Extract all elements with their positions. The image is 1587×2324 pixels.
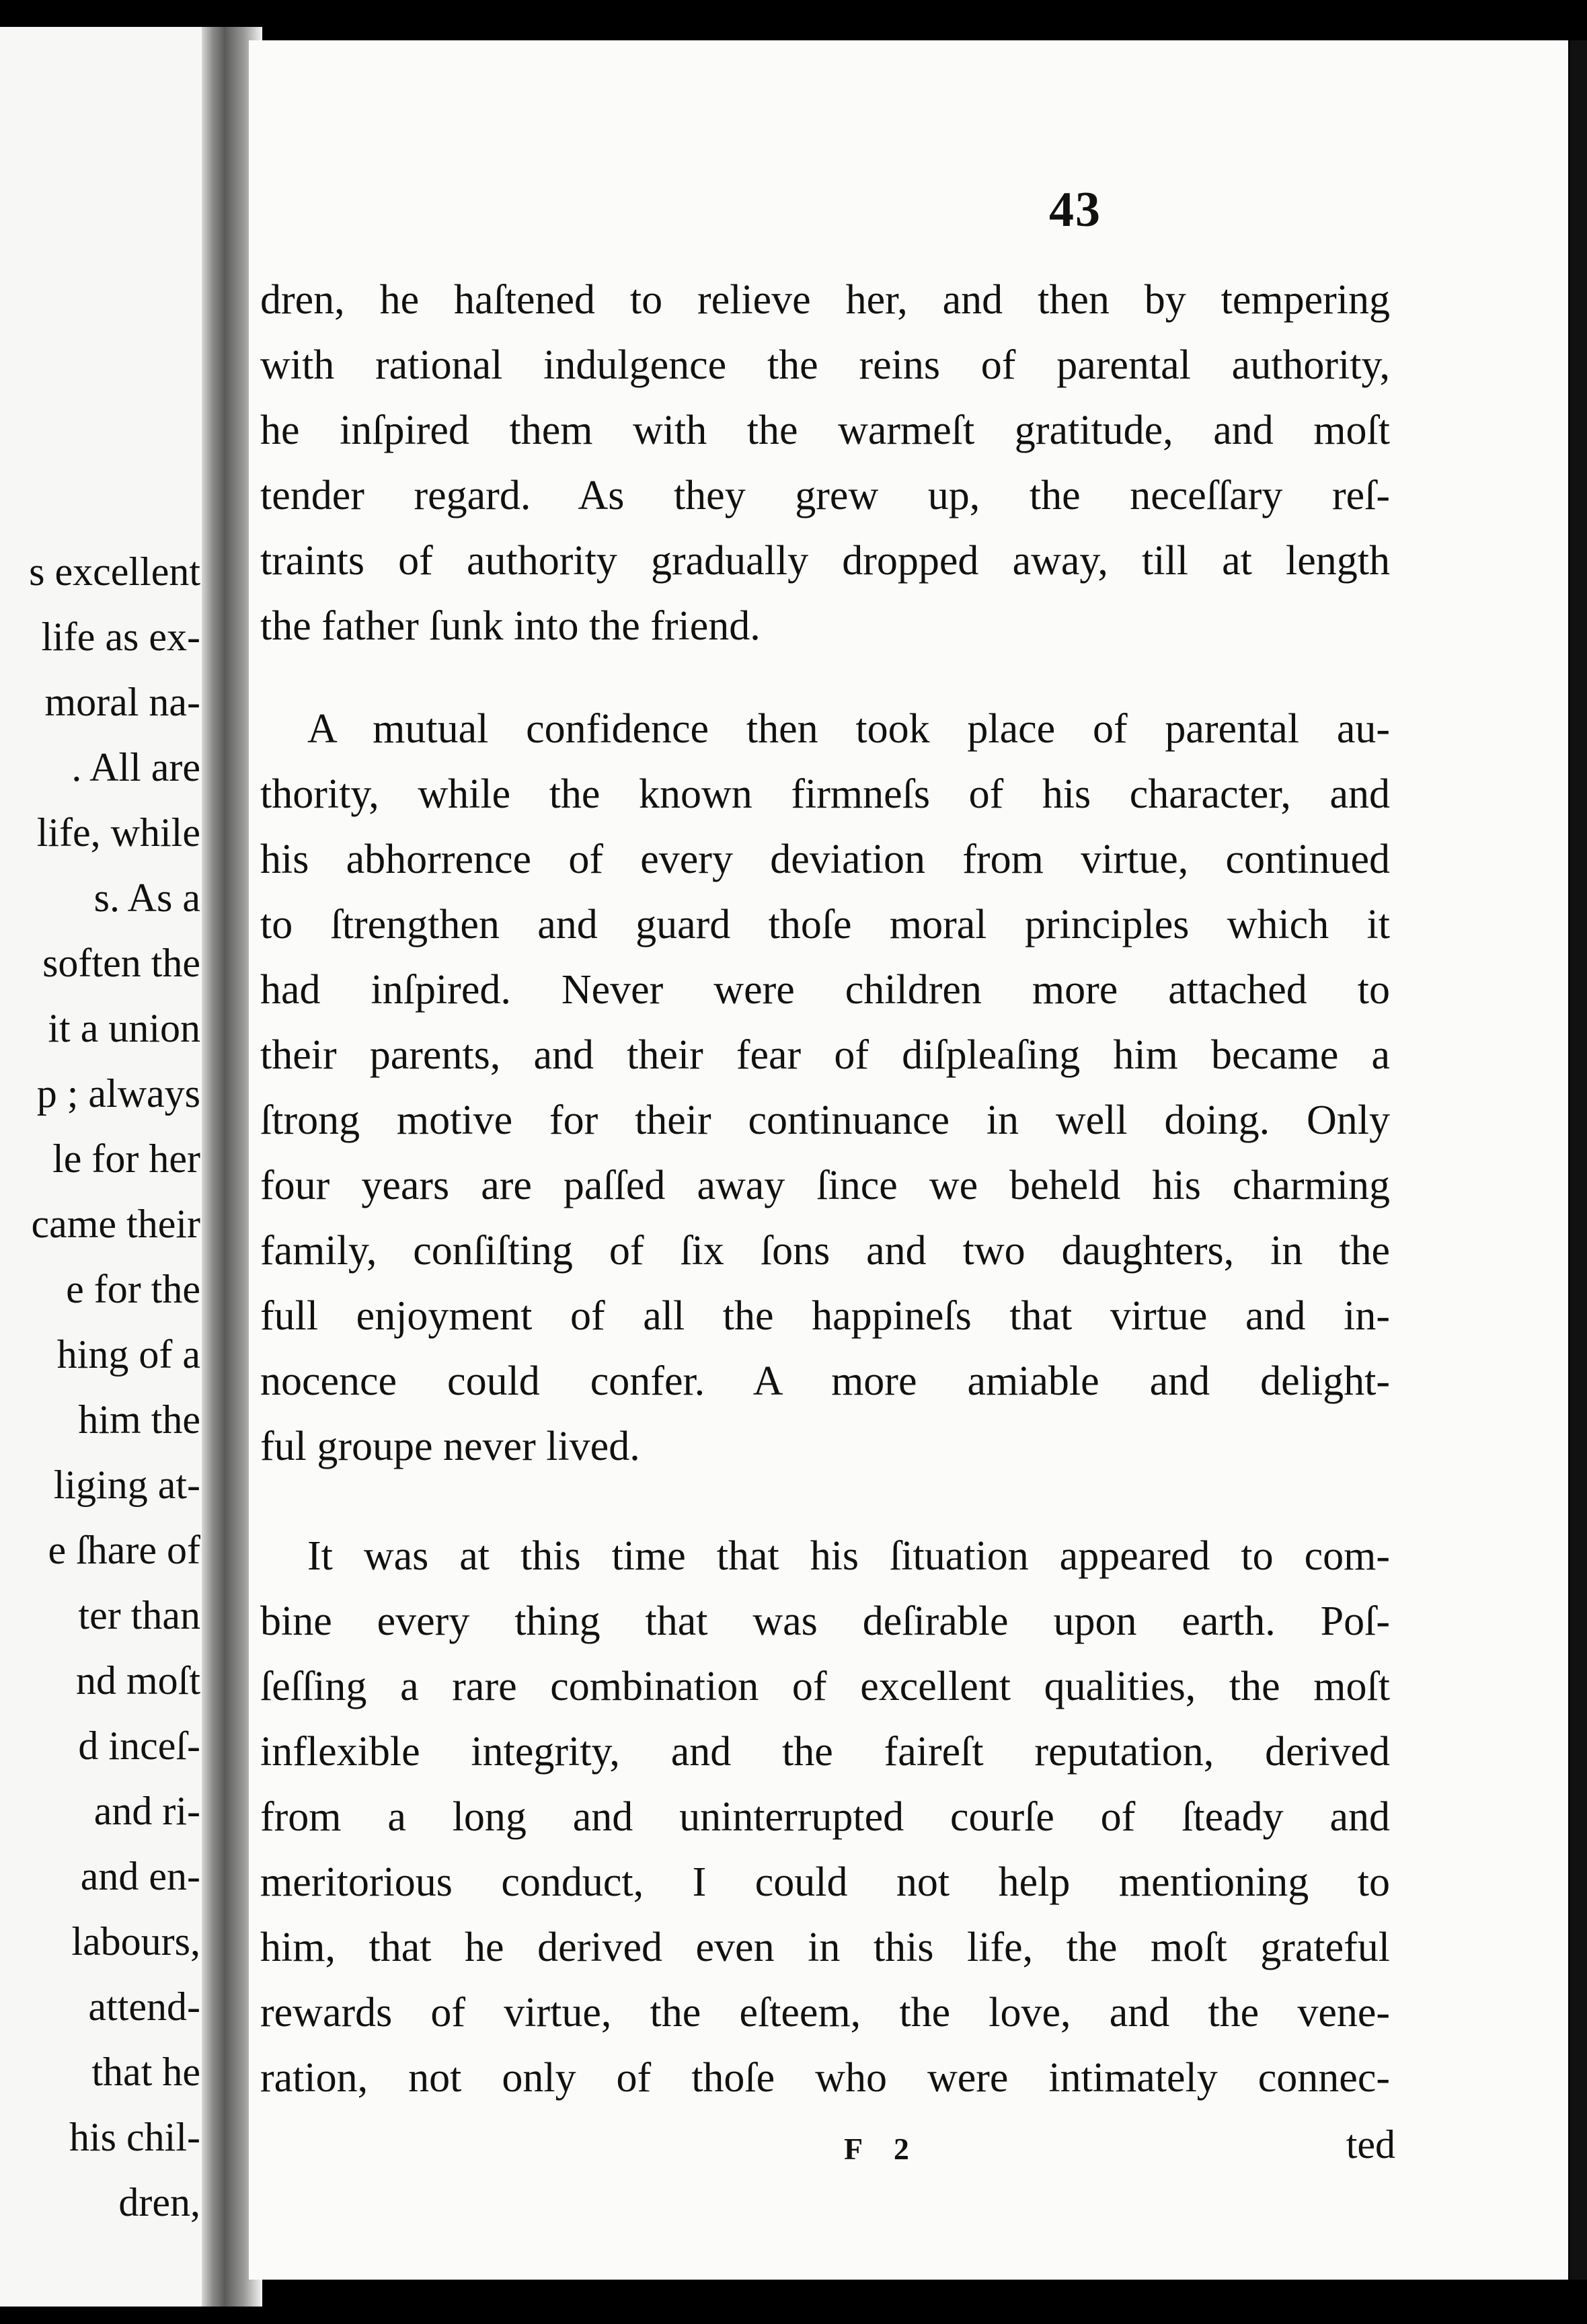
left-line: . All are — [71, 745, 200, 789]
text-line: the father ſunk into the friend. — [260, 603, 761, 649]
left-line: moral na- — [44, 680, 200, 724]
left-line: dren, — [118, 2180, 200, 2224]
left-line: his chil- — [69, 2115, 200, 2159]
left-line: s excellent — [29, 549, 200, 594]
left-line: it a union — [48, 1006, 200, 1050]
paragraph-3 — [260, 1524, 1390, 2111]
signature-mark: F 2 — [844, 2132, 921, 2166]
text-line: ration, not only of thoſe who were intimately connec- — [260, 2055, 1390, 2101]
left-line: e ſhare of — [48, 1528, 200, 1572]
left-line: attend- — [88, 1984, 200, 2029]
text-line: inflexible integrity, and the faireſt reputation, derived — [260, 1729, 1390, 1775]
text-line: tender regard. As they grew up, the neceſſary reſ- — [260, 473, 1390, 518]
left-line: life, while — [36, 810, 200, 855]
text-line: ſtrong motive for their continuance in well doing. Only — [260, 1097, 1390, 1143]
text-line: ſeſſing a rare combination of excellent qualities, the moſt — [260, 1664, 1390, 1709]
left-line: and ri- — [93, 1789, 200, 1833]
left-page-edge — [0, 27, 215, 2307]
text-line: traints of authority gradually dropped away, till at length — [260, 538, 1390, 584]
left-line: le for her — [52, 1136, 200, 1181]
left-line: d inceſ- — [78, 1723, 200, 1768]
left-page-text — [0, 539, 200, 2235]
text-line: his abhorrence of every deviation from virtue, continued — [260, 837, 1390, 882]
body-text — [260, 268, 1390, 2111]
left-line: that he — [91, 2050, 200, 2094]
text-line: meritorious conduct, I could not help mentioning to — [260, 1859, 1390, 1905]
text-line: It was at this time that his ſituation appeared to com- — [307, 1533, 1390, 1579]
text-line: ful groupe never lived. — [260, 1424, 640, 1469]
text-line: thority, while the known firmneſs of his character, and — [260, 771, 1390, 817]
text-line: bine every thing that was deſirable upon earth. Poſ- — [260, 1598, 1390, 1644]
text-line: full enjoyment of all the happineſs that virtue and in- — [260, 1293, 1390, 1339]
left-line: hing of a — [56, 1332, 200, 1377]
left-line: life as ex- — [41, 615, 200, 659]
text-line: had inſpired. Never were children more attached to — [260, 967, 1390, 1013]
left-line: labours, — [71, 1919, 200, 1964]
paragraph-2 — [260, 697, 1390, 1479]
left-line: came their — [31, 1202, 200, 1246]
scan-border — [1570, 40, 1587, 2280]
text-line: he inſpired them with the warmeſt gratitude, and moſt — [260, 408, 1390, 453]
left-line: p ; always — [36, 1071, 200, 1116]
left-line: e for the — [66, 1267, 200, 1311]
left-line: ter than — [78, 1593, 200, 1637]
text-line: him, that he derived even in this life, the moſt grateful — [260, 1925, 1390, 1970]
left-line: s. As a — [93, 876, 200, 920]
left-line: liging at- — [53, 1463, 200, 1507]
text-line: rewards of virtue, the eſteem, the love, and the vene- — [260, 1990, 1390, 2036]
text-line: family, conſiſting of ſix ſons and two daughters, in the — [260, 1228, 1390, 1274]
left-line: soften the — [42, 941, 200, 985]
catchword: ted — [1346, 2122, 1395, 2167]
text-line: from a long and uninterrupted courſe of ſteady and — [260, 1794, 1390, 1840]
text-line: with rational indulgence the reins of parental authority, — [260, 342, 1390, 388]
text-line: to ſtrengthen and guard thoſe moral principles which it — [260, 902, 1390, 947]
text-line: four years are paſſed away ſince we beheld his charming — [260, 1163, 1390, 1208]
text-line: dren, he haſtened to relieve her, and then by tempering — [260, 277, 1390, 323]
left-line: him the — [78, 1397, 200, 1442]
page-number: 43 — [1049, 182, 1101, 237]
text-line: A mutual confidence then took place of parental au- — [307, 706, 1390, 752]
left-line: nd moſt — [75, 1658, 200, 1703]
text-line: nocence could confer. A more amiable and delight- — [260, 1358, 1390, 1404]
paragraph-1 — [260, 268, 1390, 659]
text-line: their parents, and their fear of diſpleaſing him became a — [260, 1032, 1390, 1078]
left-line: and en- — [80, 1854, 200, 1898]
